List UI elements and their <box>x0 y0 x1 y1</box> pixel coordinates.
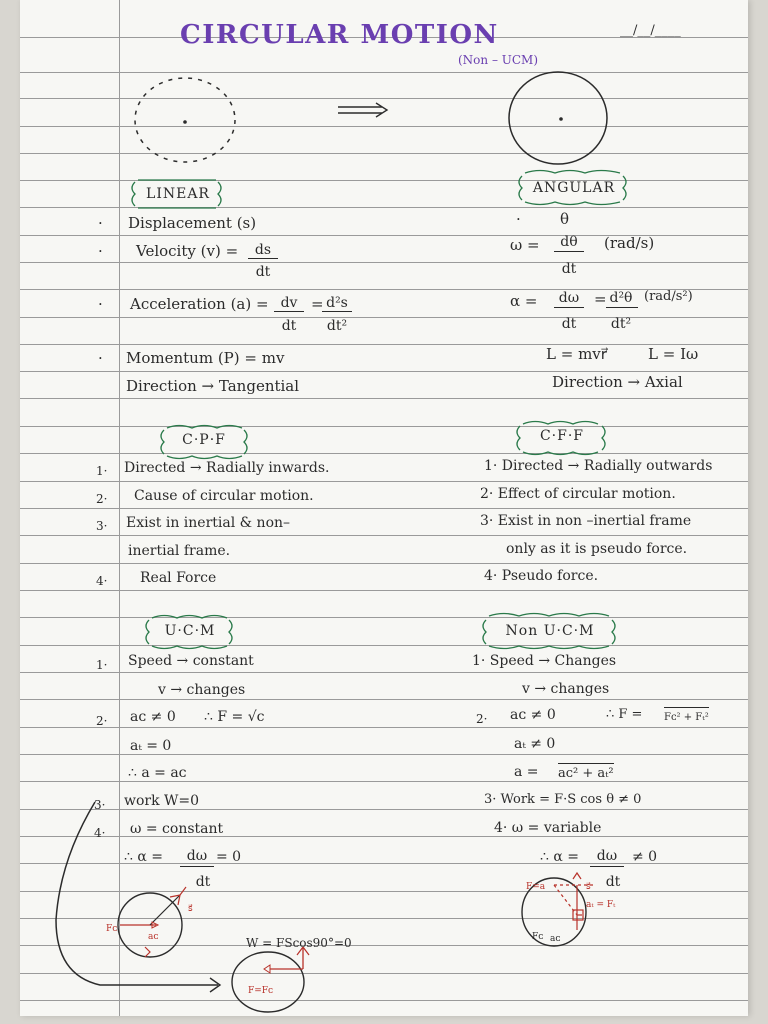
fraction-bar <box>180 866 214 867</box>
alpha-numerator-1: dω <box>558 290 580 306</box>
nonucm-heading: Non U·C·M <box>505 623 595 639</box>
ucm-number: 3· <box>94 798 106 812</box>
cff-item: 4· Pseudo force. <box>484 568 599 584</box>
cpf-item-number: 3· <box>96 519 108 533</box>
alpha-unit: (rad/s²) <box>644 289 693 304</box>
cff-item: 3· Exist in non –inertial frame <box>480 513 692 529</box>
nonucm-alpha-numerator: dω <box>596 848 618 864</box>
equals-sign: = <box>594 290 607 308</box>
nonucm-number: 2· <box>476 712 488 726</box>
fraction-bar <box>590 866 624 867</box>
bullet: · <box>98 349 103 367</box>
page-title: CIRCULAR MOTION <box>180 20 499 50</box>
ucm-alpha: ∴ α = <box>124 849 163 865</box>
center-dot <box>183 120 187 124</box>
acceleration-label: Acceleration (a) = <box>130 295 269 313</box>
bullet: · <box>516 210 521 228</box>
bullet: · <box>98 214 103 232</box>
displacement-label: Displacement (s) <box>128 214 257 232</box>
cff-item: 2· Effect of circular motion. <box>480 486 676 502</box>
double-arrow-icon <box>338 103 387 117</box>
nonucm-work: 3· Work = F·S cos θ ≠ 0 <box>484 792 642 807</box>
angular-heading: ANGULAR <box>532 180 616 196</box>
linear-direction: Direction → Tangential <box>126 377 300 395</box>
omega-unit: (rad/s) <box>604 234 655 252</box>
ucm-ac: aᴄ ≠ 0 <box>130 709 176 725</box>
velocity-denominator: dt <box>255 264 271 280</box>
nonucm-omega: 4· ω = variable <box>494 820 602 836</box>
nonucm-at: aₜ ≠ 0 <box>514 736 556 752</box>
omega-denominator: dt <box>561 261 577 277</box>
alpha-denominator-1: dt <box>561 316 577 332</box>
cpf-item-text: Real Force <box>140 570 217 586</box>
nonucm-at-ft-label: aₜ = Fₜ <box>586 900 616 910</box>
cpf-item-number: 4· <box>96 574 108 588</box>
nonucm-fc-label: Fᴄ <box>532 932 544 942</box>
angular-momentum-r: L = Iω <box>648 345 699 363</box>
ucm-number: 2· <box>96 714 108 728</box>
ucm-speed: Speed → constant <box>128 653 254 669</box>
equals-sign: = <box>311 295 324 313</box>
nonucm-alpha: ∴ α = <box>540 849 579 865</box>
nonucm-a-root: aᴄ² + aₜ² <box>558 763 614 783</box>
bullet: · <box>98 295 103 313</box>
fraction-bar <box>554 251 584 252</box>
solid-circle <box>509 72 607 164</box>
nonucm-a-eq: a = <box>514 764 539 780</box>
ucm-s-label: s⃗ <box>188 904 193 914</box>
page-subtitle: (Non – UCM) <box>458 53 539 67</box>
ucm-work: work W=0 <box>124 793 200 809</box>
cpf-item-text: Directed → Radially inwards. <box>124 460 330 476</box>
ucm-alpha-denominator: dt <box>195 874 211 890</box>
alpha-label: α = <box>510 292 538 310</box>
nonucm-v-changes: v → changes <box>522 681 610 697</box>
omega-numerator: dθ <box>560 234 578 250</box>
cff-item: 1· Directed → Radially outwards <box>484 458 713 474</box>
cpf-item-number: 1· <box>96 464 108 478</box>
cpf-heading: C·P·F <box>182 432 226 448</box>
ucm-alpha-zero: = 0 <box>216 849 242 865</box>
linear-heading: LINEAR <box>146 186 210 202</box>
nonucm-speed: 1· Speed → Changes <box>472 653 617 669</box>
velocity-numerator: ds <box>254 242 272 258</box>
velocity-label: Velocity (v) = <box>136 242 239 260</box>
ucm-omega: ω = constant <box>130 821 224 837</box>
angular-momentum-l: L = mvr⃗ <box>546 345 607 363</box>
cff-item: only as it is pseudo force. <box>506 541 688 557</box>
ucm-ac-label: aᴄ <box>148 932 159 942</box>
nonucm-alpha-nonzero: ≠ 0 <box>632 849 658 865</box>
fraction-bar <box>274 311 304 312</box>
acc-denominator-2: dt² <box>326 318 348 334</box>
cpf-item-number: 2· <box>96 492 108 506</box>
acc-denominator-1: dt <box>281 318 297 334</box>
acc-numerator-2: d²s <box>326 295 348 311</box>
nonucm-f-root: Fᴄ² + Fₜ² <box>664 707 709 727</box>
angular-direction: Direction → Axial <box>552 373 683 391</box>
ucm-work-formula: W = FScos90°=0 <box>246 936 352 950</box>
cff-heading: C·F·F <box>539 428 585 444</box>
momentum-label: Momentum (P) = mv <box>126 349 285 367</box>
ucm-number: 4· <box>94 826 106 840</box>
acc-numerator-1: dv <box>280 295 298 311</box>
alpha-denominator-2: dt² <box>610 316 632 332</box>
ucm-v-changes: v → changes <box>158 682 246 698</box>
omega-label: ω = <box>510 236 540 254</box>
notebook-page <box>20 0 748 1016</box>
ucm-circle-diagram <box>118 887 186 957</box>
ucm-alpha-numerator: dω <box>186 848 208 864</box>
bullet: · <box>98 242 103 260</box>
nonucm-fa-label: F=a <box>526 882 546 892</box>
nonucm-ac: aᴄ ≠ 0 <box>510 707 556 723</box>
cpf-item-text: inertial frame. <box>128 543 231 559</box>
ucm-heading: U·C·M <box>164 623 216 639</box>
alpha-numerator-2: d²θ <box>609 290 633 306</box>
theta-label: θ <box>560 210 570 228</box>
fraction-bar <box>322 311 352 312</box>
fraction-bar <box>554 307 584 308</box>
date-field: __/__/____ <box>620 23 681 38</box>
dashed-circle <box>135 78 235 162</box>
nonucm-therefore-f: ∴ F = <box>606 707 643 722</box>
ucm-at: aₜ = 0 <box>130 738 172 754</box>
nonucm-alpha-denominator: dt <box>605 874 621 890</box>
ucm-a-eq: ∴ a = aᴄ <box>128 765 187 781</box>
work-circle-diagram <box>232 947 309 1012</box>
cpf-item-text: Exist in inertial & non– <box>126 515 291 531</box>
nonucm-ac-label: aᴄ <box>550 934 561 944</box>
nonucm-s-label: s⃗ <box>586 882 591 892</box>
cpf-item-text: Cause of circular motion. <box>134 488 314 504</box>
ucm-therefore-f: ∴ F = √c <box>204 709 265 725</box>
fraction-bar <box>606 307 638 308</box>
ucm-f-label: F=Fᴄ <box>248 986 274 996</box>
fraction-bar <box>248 258 278 259</box>
ucm-fc-label: Fᴄ <box>106 924 118 934</box>
ucm-number: 1· <box>96 658 108 672</box>
center-dot <box>559 117 563 121</box>
